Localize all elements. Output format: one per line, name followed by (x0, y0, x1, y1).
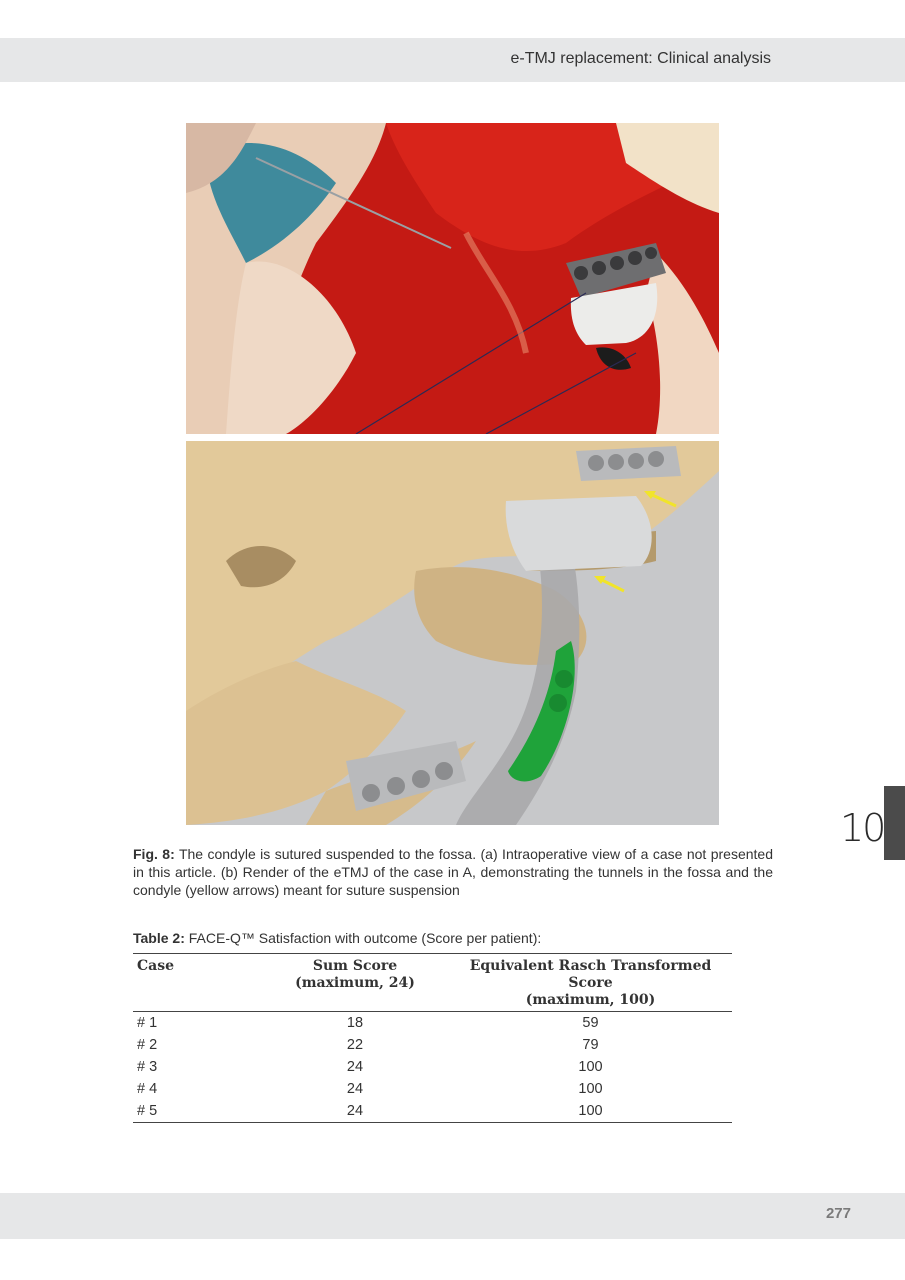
header-sum-line2: (maximum, 24) (295, 975, 415, 991)
table-row (133, 1100, 732, 1123)
figure-label: Fig. 8: (133, 846, 175, 862)
header-case: Case (133, 954, 261, 1012)
cell-sum: 22 (346, 1037, 364, 1053)
cell-rasch: 100 (449, 1100, 732, 1123)
etmj-render (186, 441, 719, 825)
cell-case: # 2 (137, 1037, 158, 1053)
table-header-row (133, 954, 732, 1012)
table-row (133, 1034, 732, 1056)
running-title: e-TMJ replacement: Clinical analysis (510, 50, 771, 67)
figure-caption-text: The condyle is sutured suspended to the fossa. (a) Intraoperative view of a case not presented in this article. (b) Render of the eTMJ of the case in A, demonstrating the tunnels in the fossa and the condyle (yellow arrows) meant for suture suspension (133, 846, 773, 898)
chapter-number: 10 (840, 806, 885, 850)
table-title (133, 930, 541, 946)
header-rasch-score (449, 954, 732, 1012)
cell-case: # 5 (133, 1100, 261, 1123)
cell-rasch: 100 (578, 1059, 603, 1075)
cell-case: # 4 (137, 1081, 158, 1097)
cell-case: # 3 (137, 1059, 158, 1075)
intraoperative-photo (186, 123, 719, 434)
cell-sum: 18 (346, 1015, 364, 1031)
header-rasch-line2: (maximum, 100) (525, 992, 656, 1008)
table-row (133, 1078, 732, 1100)
face-q-table (133, 953, 732, 1123)
page-number: 277 (825, 1205, 851, 1222)
cell-rasch: 79 (582, 1037, 599, 1053)
cell-case: # 1 (137, 1015, 158, 1031)
table-title-text: FACE-Q™ Satisfaction with outcome (Score per patient): (184, 930, 542, 946)
header-band (0, 38, 905, 82)
table-label: Table 2: (133, 930, 185, 946)
header-sum-line1: Sum Score (312, 958, 398, 974)
table-row (133, 1012, 732, 1035)
figure-caption (133, 845, 773, 899)
cell-sum: 24 (346, 1059, 364, 1075)
cell-rasch: 59 (582, 1015, 599, 1031)
chapter-tab (884, 786, 905, 860)
footer-band (0, 1193, 905, 1239)
cell-rasch: 100 (578, 1081, 603, 1097)
cell-sum: 24 (346, 1081, 364, 1097)
header-rasch-line1: Equivalent Rasch Transformed Score (469, 958, 712, 991)
table-row (133, 1056, 732, 1078)
header-sum-score (261, 954, 449, 1012)
cell-sum: 24 (261, 1100, 449, 1123)
